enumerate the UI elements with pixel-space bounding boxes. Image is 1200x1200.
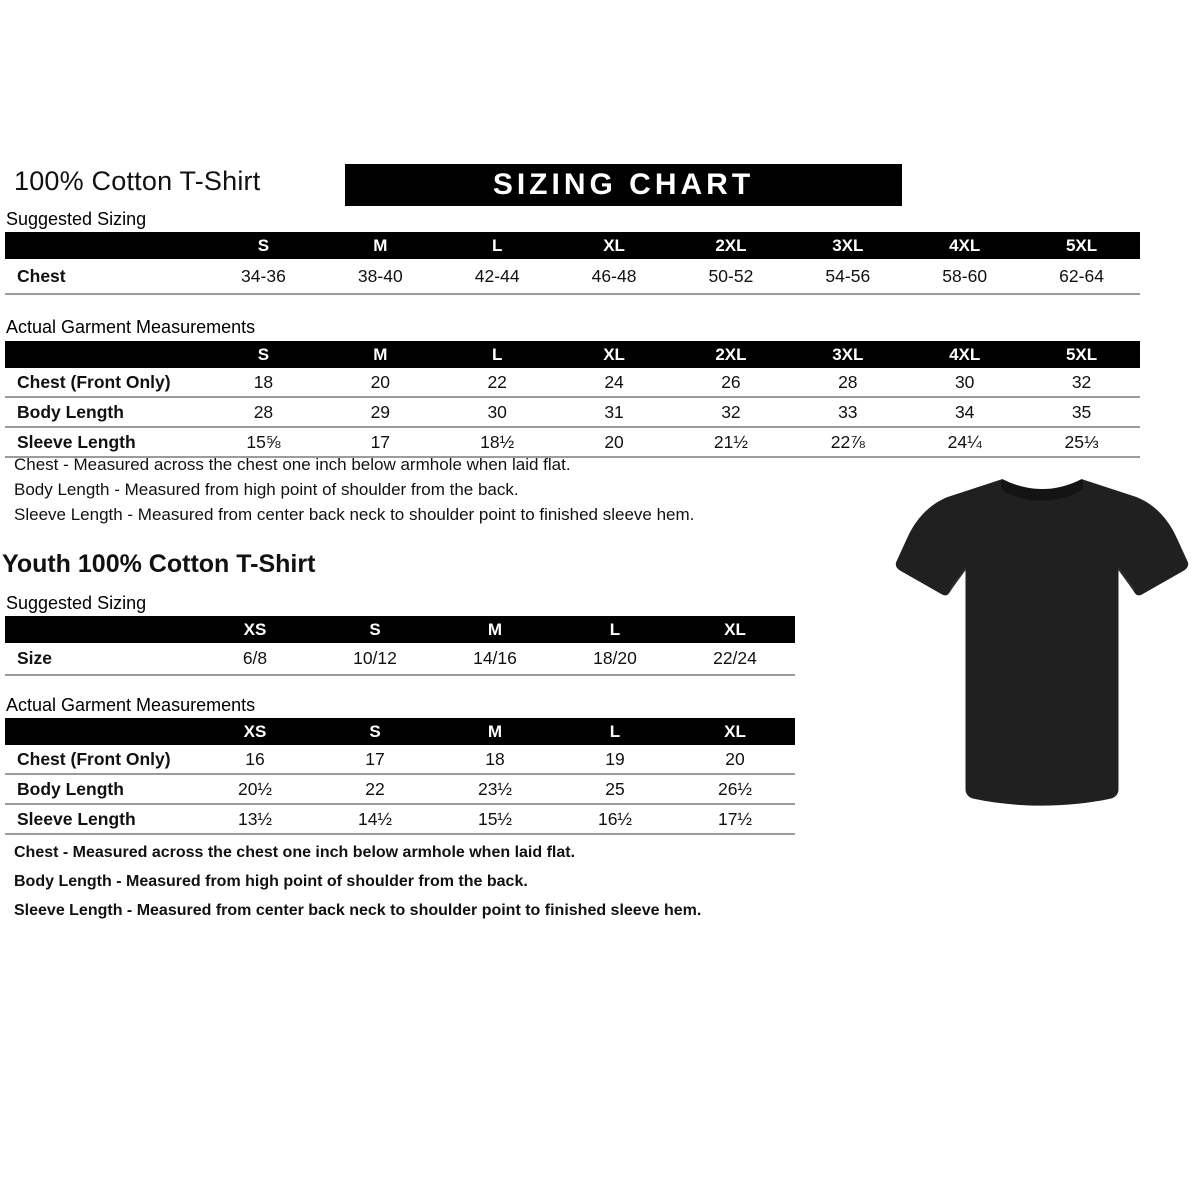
table-cell: 42-44 (474, 265, 520, 286)
size-header: 3XL (832, 235, 864, 255)
table-cell: 22 (365, 778, 385, 799)
size-header: M (373, 235, 388, 255)
note-body-length: Body Length - Measured from high point of shoulder from the back. (14, 480, 519, 499)
table-cell: 35 (1071, 401, 1092, 422)
table-cell: 32 (1071, 371, 1092, 392)
table-cell: 33 (838, 401, 858, 422)
table-cell: 20½ (237, 778, 273, 799)
table-row (5, 368, 1140, 398)
table-cell: 22⅞ (830, 431, 865, 452)
note-sleeve-length: Sleeve Length - Measured from center back neck to shoulder point to finished sleeve hem. (14, 902, 702, 919)
size-header: XS (243, 721, 267, 741)
adult-actual-table (5, 341, 1140, 458)
adult-suggested-sizing-label: Suggested Sizing (6, 209, 147, 229)
table-cell: 50-52 (708, 265, 754, 286)
table-cell: 46-48 (591, 265, 637, 286)
adult-product-title: 100% Cotton T-Shirt (14, 166, 261, 196)
row-label: Chest (17, 265, 66, 286)
table-cell: 24¼ (947, 431, 982, 452)
table-cell: 15½ (477, 808, 513, 829)
table-row (5, 805, 795, 835)
size-header: XL (603, 235, 625, 255)
youth-measurement-notes (14, 838, 701, 925)
size-header: S (369, 619, 381, 639)
table-cell: 28 (838, 371, 858, 392)
youth-suggested-table (5, 616, 795, 676)
table-header-row (5, 341, 1140, 368)
row-label: Sleeve Length (17, 808, 136, 829)
table-cell: 17 (365, 748, 385, 769)
size-header: M (487, 619, 503, 639)
table-cell: 26½ (717, 778, 753, 799)
table-cell: 18 (485, 748, 505, 769)
adult-suggested-table (5, 232, 1140, 295)
table-row (5, 259, 1140, 295)
table-cell: 16½ (597, 808, 633, 829)
note-body-length: Body Length - Measured from high point of shoulder from the back. (14, 873, 528, 890)
table-cell: 10/12 (353, 648, 397, 668)
table-cell: 34-36 (241, 265, 286, 286)
table-cell: 16 (245, 748, 265, 769)
table-cell: 17½ (717, 808, 753, 829)
size-header: L (491, 235, 503, 255)
table-cell: 20 (604, 431, 624, 452)
row-label: Body Length (17, 401, 124, 422)
table-cell: 21½ (713, 431, 748, 452)
size-header: M (487, 721, 503, 741)
table-cell: 19 (605, 748, 625, 769)
size-header: M (373, 344, 388, 364)
table-cell: 31 (604, 401, 624, 422)
table-cell: 18 (253, 371, 274, 392)
table-row (5, 643, 795, 676)
table-cell: 17 (370, 431, 391, 452)
row-label: Chest (Front Only) (17, 748, 171, 769)
table-cell: 58-60 (942, 265, 988, 286)
size-header: L (609, 619, 621, 639)
table-cell: 23½ (477, 778, 513, 799)
row-label: Sleeve Length (17, 431, 136, 452)
table-cell: 18½ (480, 431, 515, 452)
size-header: XL (603, 344, 625, 364)
size-header: 5XL (1065, 344, 1098, 364)
row-label: Chest (Front Only) (17, 371, 171, 392)
size-header: S (257, 344, 270, 364)
table-cell: 13½ (237, 808, 273, 829)
size-header: S (369, 721, 381, 741)
table-cell: 32 (721, 401, 741, 422)
size-header: 2XL (715, 344, 747, 364)
table-cell: 18/20 (593, 648, 637, 668)
table-cell: 24 (604, 371, 624, 392)
youth-actual-measurements-label: Actual Garment Measurements (6, 695, 256, 715)
youth-product-title: Youth 100% Cotton T-Shirt (2, 550, 316, 578)
table-cell: 26 (721, 371, 741, 392)
table-cell: 14½ (357, 808, 393, 829)
row-label: Size (17, 648, 53, 668)
size-header: XL (724, 721, 746, 741)
row-label: Body Length (17, 778, 124, 799)
size-header: XL (724, 619, 746, 639)
size-header: L (491, 344, 503, 364)
adult-measurement-notes (14, 452, 694, 527)
table-cell: 30 (487, 401, 507, 422)
note-sleeve-length: Sleeve Length - Measured from center back neck to shoulder point to finished sleeve hem. (14, 505, 695, 524)
table-cell: 15⅝ (246, 431, 281, 452)
table-cell: 62-64 (1059, 265, 1104, 286)
size-header: 3XL (832, 344, 864, 364)
size-header: 4XL (949, 235, 981, 255)
note-chest: Chest - Measured across the chest one inch below armhole when laid flat. (14, 455, 571, 474)
table-cell: 22 (487, 371, 507, 392)
adult-actual-measurements-label: Actual Garment Measurements (6, 317, 256, 337)
table-cell: 20 (370, 371, 391, 392)
size-header: L (609, 721, 621, 741)
table-cell: 14/16 (473, 648, 517, 668)
tshirt-body (896, 479, 1188, 806)
youth-suggested-sizing-label: Suggested Sizing (6, 593, 147, 613)
table-cell: 22/24 (713, 648, 757, 668)
table-header-row (5, 616, 795, 643)
table-header-row (5, 232, 1140, 259)
table-row (5, 745, 795, 775)
table-row (5, 775, 795, 805)
table-cell: 25 (605, 778, 625, 799)
note-chest: Chest - Measured across the chest one inch below armhole when laid flat. (14, 844, 576, 861)
sizing-chart-banner: SIZING CHART (345, 164, 902, 206)
size-header: S (257, 235, 270, 255)
table-header-row (5, 718, 795, 745)
table-cell: 34 (954, 401, 975, 422)
tshirt-image (893, 468, 1191, 813)
size-header: 5XL (1065, 235, 1098, 255)
size-header: 4XL (949, 344, 981, 364)
table-cell: 25⅓ (1064, 431, 1099, 452)
table-cell: 30 (954, 371, 975, 392)
table-cell: 28 (253, 401, 274, 422)
table-cell: 6/8 (242, 648, 268, 668)
tshirt-graphic (893, 468, 1191, 813)
table-cell: 29 (370, 401, 391, 422)
table-cell: 20 (725, 748, 745, 769)
size-header: 2XL (715, 235, 747, 255)
youth-actual-table (5, 718, 795, 835)
table-row (5, 398, 1140, 428)
table-cell: 38-40 (357, 265, 403, 286)
size-header: XS (243, 619, 267, 639)
table-cell: 54-56 (825, 265, 871, 286)
